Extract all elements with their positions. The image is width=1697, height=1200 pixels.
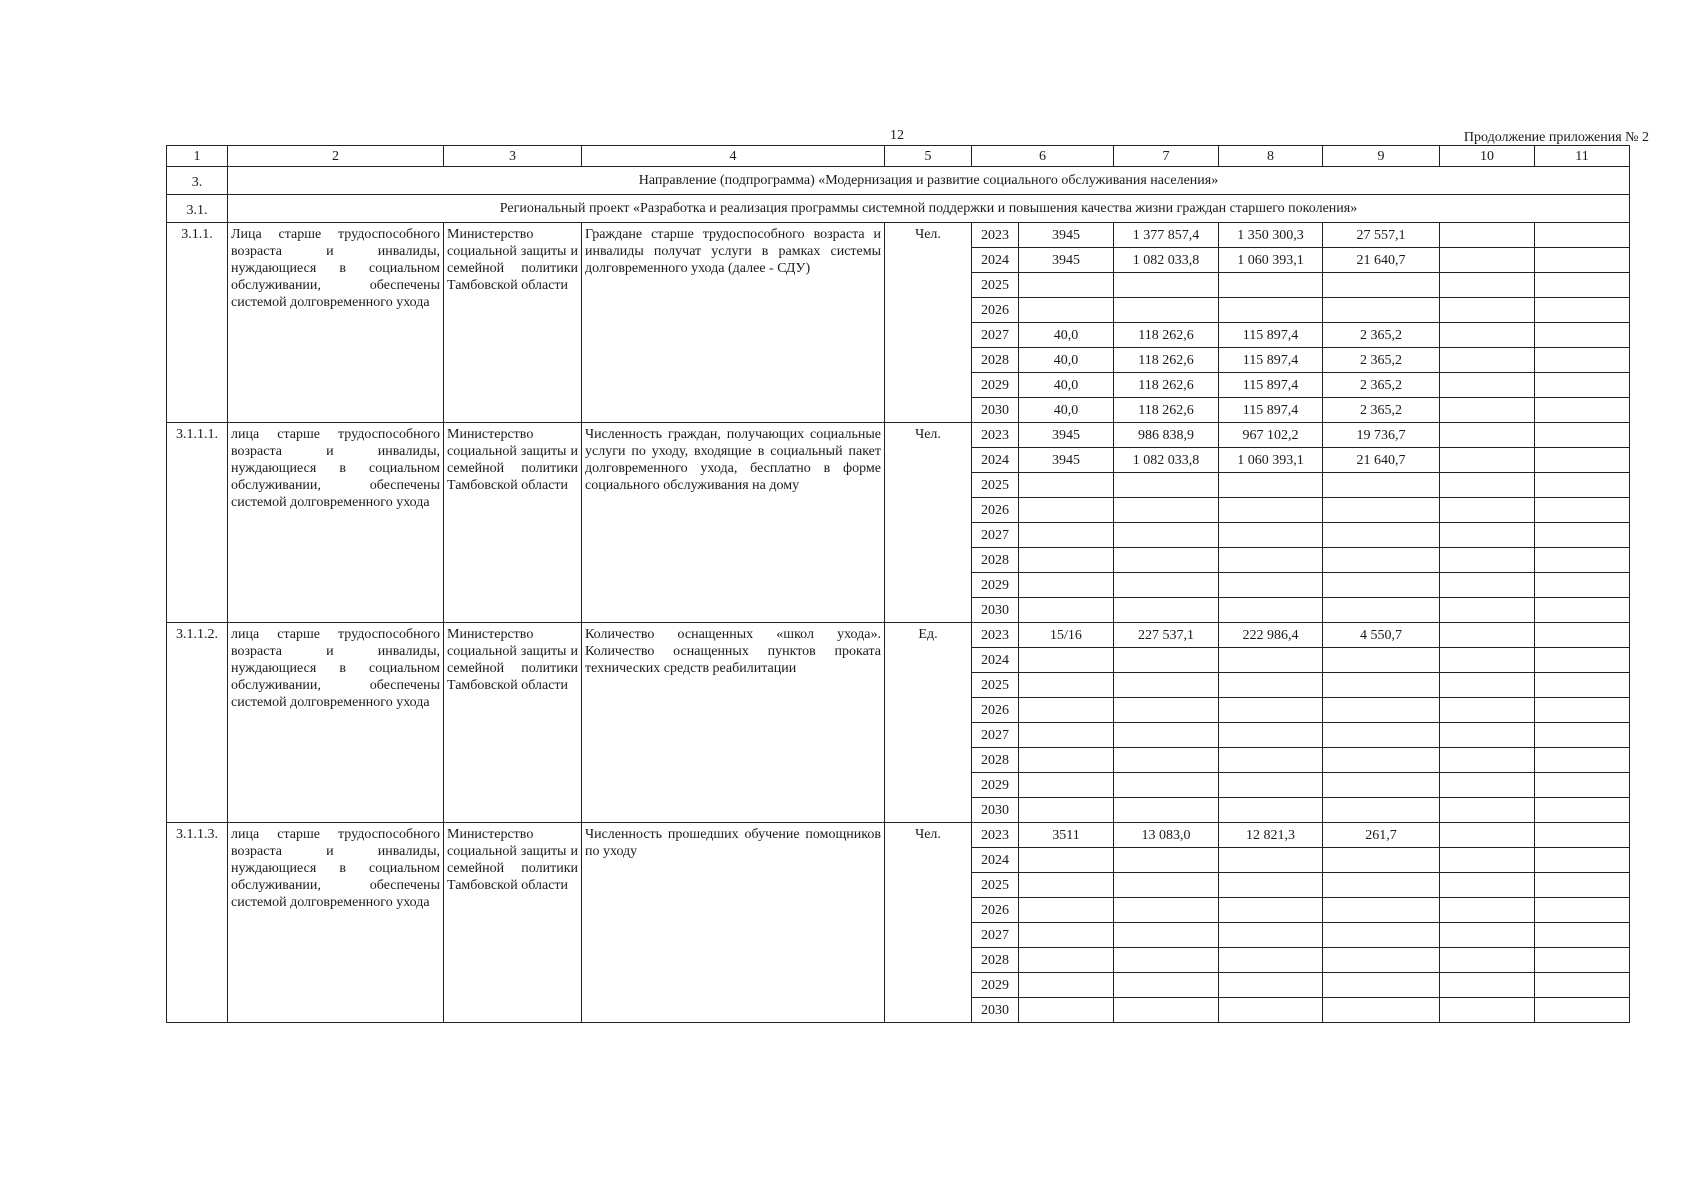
- continuation-note: Продолжение приложения № 2: [1463, 130, 1649, 145]
- value-col-6: [1019, 548, 1114, 573]
- direction-row: [167, 167, 1630, 195]
- value-col-10: [1440, 623, 1535, 648]
- value-col-6: [1019, 998, 1114, 1023]
- value-col-6: 3511: [1019, 823, 1114, 848]
- direction-number: 3.: [167, 167, 228, 195]
- unit-of-measure: Чел.: [885, 423, 972, 623]
- value-col-6: [1019, 273, 1114, 298]
- value-col-10: [1440, 748, 1535, 773]
- value-col-10: [1440, 273, 1535, 298]
- value-col-8: [1219, 673, 1323, 698]
- value-col-8: [1219, 498, 1323, 523]
- value-col-10: [1440, 423, 1535, 448]
- year-cell: 2023: [972, 423, 1019, 448]
- col-num-1: 1: [167, 146, 228, 167]
- year-cell: 2027: [972, 323, 1019, 348]
- value-col-10: [1440, 248, 1535, 273]
- value-col-10: [1440, 323, 1535, 348]
- value-col-11: [1535, 273, 1630, 298]
- value-col-11: [1535, 623, 1630, 648]
- value-col-7: 227 537,1: [1114, 623, 1219, 648]
- year-cell: 2028: [972, 348, 1019, 373]
- value-col-8: 1 060 393,1: [1219, 448, 1323, 473]
- value-col-9: [1323, 748, 1440, 773]
- value-col-7: [1114, 498, 1219, 523]
- value-col-6: 40,0: [1019, 398, 1114, 423]
- value-col-9: [1323, 798, 1440, 823]
- value-col-11: [1535, 748, 1630, 773]
- value-col-9: [1323, 873, 1440, 898]
- year-cell: 2030: [972, 598, 1019, 623]
- value-col-7: 1 377 857,4: [1114, 223, 1219, 248]
- year-cell: 2026: [972, 898, 1019, 923]
- value-col-10: [1440, 473, 1535, 498]
- value-col-6: [1019, 523, 1114, 548]
- value-col-10: [1440, 223, 1535, 248]
- year-cell: 2023: [972, 223, 1019, 248]
- value-col-7: [1114, 673, 1219, 698]
- value-col-6: 3945: [1019, 423, 1114, 448]
- unit-of-measure: Ед.: [885, 623, 972, 823]
- value-col-8: 115 897,4: [1219, 348, 1323, 373]
- value-col-8: 222 986,4: [1219, 623, 1323, 648]
- value-col-9: 2 365,2: [1323, 348, 1440, 373]
- value-col-9: 4 550,7: [1323, 623, 1440, 648]
- value-col-11: [1535, 898, 1630, 923]
- value-col-7: [1114, 298, 1219, 323]
- value-col-11: [1535, 523, 1630, 548]
- value-col-11: [1535, 448, 1630, 473]
- year-cell: 2023: [972, 823, 1019, 848]
- value-col-7: [1114, 748, 1219, 773]
- value-col-6: [1019, 473, 1114, 498]
- value-col-7: [1114, 848, 1219, 873]
- value-col-6: [1019, 598, 1114, 623]
- value-col-11: [1535, 773, 1630, 798]
- value-col-9: 2 365,2: [1323, 398, 1440, 423]
- value-col-9: [1323, 673, 1440, 698]
- value-col-7: 118 262,6: [1114, 373, 1219, 398]
- indicator-text: Численность граждан, получающих социальные услуги по уходу, входящие в социальный пакет долговременного ухода, бесплатно в форме социального обслуживания на дому: [582, 423, 885, 623]
- value-col-9: 21 640,7: [1323, 448, 1440, 473]
- value-col-6: [1019, 848, 1114, 873]
- value-col-11: [1535, 398, 1630, 423]
- value-col-9: [1323, 473, 1440, 498]
- target-group-text: лица старше трудоспособного возраста и инвалиды, нуждающиеся в социальном обслуживании, обеспечены системой долговременного ухода: [228, 623, 444, 823]
- value-col-7: [1114, 923, 1219, 948]
- value-col-6: [1019, 748, 1114, 773]
- value-col-7: 118 262,6: [1114, 323, 1219, 348]
- value-col-8: [1219, 698, 1323, 723]
- value-col-9: [1323, 773, 1440, 798]
- year-cell: 2024: [972, 848, 1019, 873]
- column-number-row: [167, 146, 1630, 167]
- value-col-8: [1219, 573, 1323, 598]
- value-col-8: [1219, 748, 1323, 773]
- value-col-6: [1019, 798, 1114, 823]
- value-col-9: [1323, 898, 1440, 923]
- value-col-11: [1535, 298, 1630, 323]
- item-number: 3.1.1.2.: [167, 623, 228, 823]
- value-col-10: [1440, 648, 1535, 673]
- year-cell: 2025: [972, 673, 1019, 698]
- value-col-10: [1440, 973, 1535, 998]
- program-table: [166, 145, 1630, 1023]
- value-col-9: [1323, 648, 1440, 673]
- year-cell: 2029: [972, 373, 1019, 398]
- value-col-8: 115 897,4: [1219, 373, 1323, 398]
- value-col-11: [1535, 348, 1630, 373]
- value-col-9: 2 365,2: [1323, 323, 1440, 348]
- value-col-11: [1535, 848, 1630, 873]
- indicator-text: Граждане старше трудоспособного возраста и инвалиды получат услуги в рамках системы долговременного ухода (далее - СДУ): [582, 223, 885, 423]
- value-col-8: 115 897,4: [1219, 398, 1323, 423]
- item-number: 3.1.1.3.: [167, 823, 228, 1023]
- value-col-7: [1114, 998, 1219, 1023]
- value-col-6: [1019, 648, 1114, 673]
- value-col-6: 40,0: [1019, 373, 1114, 398]
- project-row: [167, 195, 1630, 223]
- project-title: Региональный проект «Разработка и реализация программы системной поддержки и повышения качества жизни граждан старшего поколения»: [228, 195, 1630, 223]
- value-col-7: 118 262,6: [1114, 348, 1219, 373]
- year-cell: 2025: [972, 473, 1019, 498]
- value-col-6: [1019, 298, 1114, 323]
- value-col-10: [1440, 698, 1535, 723]
- value-col-9: [1323, 298, 1440, 323]
- value-col-6: [1019, 723, 1114, 748]
- year-cell: 2030: [972, 398, 1019, 423]
- col-num-8: 8: [1219, 146, 1323, 167]
- value-col-7: [1114, 698, 1219, 723]
- year-cell: 2028: [972, 748, 1019, 773]
- value-col-9: 27 557,1: [1323, 223, 1440, 248]
- value-col-6: [1019, 948, 1114, 973]
- target-group-text: лица старше трудоспособного возраста и инвалиды, нуждающиеся в социальном обслуживании, обеспечены системой долговременного ухода: [228, 823, 444, 1023]
- value-col-6: [1019, 698, 1114, 723]
- value-col-8: [1219, 723, 1323, 748]
- value-col-10: [1440, 598, 1535, 623]
- year-cell: 2027: [972, 923, 1019, 948]
- page-number: 12: [890, 128, 904, 143]
- value-col-9: [1323, 548, 1440, 573]
- value-col-9: 21 640,7: [1323, 248, 1440, 273]
- responsible-executor: Министерство социальной защиты и семейной политики Тамбовской области: [444, 623, 582, 823]
- responsible-executor: Министерство социальной защиты и семейной политики Тамбовской области: [444, 423, 582, 623]
- target-group-text: лица старше трудоспособного возраста и инвалиды, нуждающиеся в социальном обслуживании, обеспечены системой долговременного ухода: [228, 423, 444, 623]
- value-col-9: [1323, 598, 1440, 623]
- year-cell: 2024: [972, 448, 1019, 473]
- value-col-7: [1114, 773, 1219, 798]
- value-col-6: 3945: [1019, 223, 1114, 248]
- value-col-6: [1019, 873, 1114, 898]
- value-col-7: 986 838,9: [1114, 423, 1219, 448]
- value-col-8: [1219, 648, 1323, 673]
- year-cell: 2028: [972, 548, 1019, 573]
- year-cell: 2026: [972, 298, 1019, 323]
- value-col-9: [1323, 998, 1440, 1023]
- value-col-11: [1535, 323, 1630, 348]
- value-col-8: [1219, 773, 1323, 798]
- value-col-8: 12 821,3: [1219, 823, 1323, 848]
- value-col-7: 13 083,0: [1114, 823, 1219, 848]
- value-col-9: [1323, 498, 1440, 523]
- value-col-6: 15/16: [1019, 623, 1114, 648]
- col-num-5: 5: [885, 146, 972, 167]
- value-col-10: [1440, 873, 1535, 898]
- value-col-10: [1440, 298, 1535, 323]
- value-col-10: [1440, 773, 1535, 798]
- value-col-8: [1219, 923, 1323, 948]
- value-col-11: [1535, 373, 1630, 398]
- value-col-7: 118 262,6: [1114, 398, 1219, 423]
- year-cell: 2029: [972, 573, 1019, 598]
- year-cell: 2026: [972, 698, 1019, 723]
- value-col-7: [1114, 898, 1219, 923]
- value-col-6: [1019, 898, 1114, 923]
- value-col-11: [1535, 873, 1630, 898]
- col-num-11: 11: [1535, 146, 1630, 167]
- value-col-9: [1323, 723, 1440, 748]
- value-col-10: [1440, 823, 1535, 848]
- year-cell: 2030: [972, 798, 1019, 823]
- project-number: 3.1.: [167, 195, 228, 223]
- year-cell: 2029: [972, 773, 1019, 798]
- value-col-8: [1219, 973, 1323, 998]
- value-col-7: [1114, 723, 1219, 748]
- value-col-10: [1440, 898, 1535, 923]
- value-col-9: [1323, 573, 1440, 598]
- col-num-9: 9: [1323, 146, 1440, 167]
- table-row: [167, 423, 1630, 448]
- year-cell: 2029: [972, 973, 1019, 998]
- value-col-6: 40,0: [1019, 323, 1114, 348]
- value-col-7: 1 082 033,8: [1114, 248, 1219, 273]
- year-cell: 2030: [972, 998, 1019, 1023]
- value-col-7: [1114, 973, 1219, 998]
- value-col-8: 115 897,4: [1219, 323, 1323, 348]
- value-col-10: [1440, 923, 1535, 948]
- col-num-10: 10: [1440, 146, 1535, 167]
- value-col-6: [1019, 773, 1114, 798]
- col-num-3: 3: [444, 146, 582, 167]
- value-col-7: [1114, 598, 1219, 623]
- value-col-11: [1535, 648, 1630, 673]
- value-col-8: [1219, 598, 1323, 623]
- table-row: [167, 223, 1630, 248]
- table-row: [167, 823, 1630, 848]
- value-col-11: [1535, 723, 1630, 748]
- year-cell: 2027: [972, 523, 1019, 548]
- value-col-6: 40,0: [1019, 348, 1114, 373]
- value-col-7: [1114, 648, 1219, 673]
- value-col-11: [1535, 473, 1630, 498]
- value-col-8: [1219, 798, 1323, 823]
- value-col-7: [1114, 798, 1219, 823]
- year-cell: 2028: [972, 948, 1019, 973]
- value-col-7: [1114, 523, 1219, 548]
- year-cell: 2027: [972, 723, 1019, 748]
- value-col-11: [1535, 223, 1630, 248]
- value-col-8: [1219, 548, 1323, 573]
- value-col-10: [1440, 373, 1535, 398]
- value-col-7: [1114, 273, 1219, 298]
- value-col-8: 967 102,2: [1219, 423, 1323, 448]
- value-col-11: [1535, 798, 1630, 823]
- value-col-11: [1535, 423, 1630, 448]
- value-col-9: [1323, 848, 1440, 873]
- value-col-6: [1019, 923, 1114, 948]
- value-col-9: 19 736,7: [1323, 423, 1440, 448]
- indicator-text: Численность прошедших обучение помощников по уходу: [582, 823, 885, 1023]
- value-col-11: [1535, 998, 1630, 1023]
- value-col-10: [1440, 673, 1535, 698]
- value-col-10: [1440, 723, 1535, 748]
- table-row: [167, 623, 1630, 648]
- value-col-10: [1440, 798, 1535, 823]
- value-col-8: [1219, 473, 1323, 498]
- value-col-9: 2 365,2: [1323, 373, 1440, 398]
- value-col-8: [1219, 848, 1323, 873]
- value-col-11: [1535, 498, 1630, 523]
- col-num-6: 6: [972, 146, 1114, 167]
- value-col-9: [1323, 973, 1440, 998]
- value-col-8: [1219, 273, 1323, 298]
- value-col-9: [1323, 948, 1440, 973]
- value-col-11: [1535, 923, 1630, 948]
- year-cell: 2023: [972, 623, 1019, 648]
- value-col-10: [1440, 848, 1535, 873]
- value-col-8: 1 060 393,1: [1219, 248, 1323, 273]
- target-group-text: Лица старше трудоспособного возраста и инвалиды, нуждающиеся в социальном обслуживании, обеспечены системой долговременного ухода: [228, 223, 444, 423]
- value-col-11: [1535, 673, 1630, 698]
- value-col-7: [1114, 473, 1219, 498]
- value-col-8: [1219, 998, 1323, 1023]
- value-col-8: [1219, 898, 1323, 923]
- value-col-7: [1114, 948, 1219, 973]
- value-col-9: [1323, 698, 1440, 723]
- value-col-9: 261,7: [1323, 823, 1440, 848]
- value-col-8: 1 350 300,3: [1219, 223, 1323, 248]
- year-cell: 2025: [972, 873, 1019, 898]
- value-col-10: [1440, 348, 1535, 373]
- value-col-11: [1535, 573, 1630, 598]
- value-col-6: [1019, 673, 1114, 698]
- value-col-10: [1440, 573, 1535, 598]
- value-col-10: [1440, 498, 1535, 523]
- value-col-10: [1440, 523, 1535, 548]
- year-cell: 2024: [972, 248, 1019, 273]
- value-col-8: [1219, 873, 1323, 898]
- col-num-2: 2: [228, 146, 444, 167]
- value-col-9: [1323, 273, 1440, 298]
- responsible-executor: Министерство социальной защиты и семейной политики Тамбовской области: [444, 823, 582, 1023]
- value-col-10: [1440, 948, 1535, 973]
- value-col-11: [1535, 248, 1630, 273]
- value-col-10: [1440, 448, 1535, 473]
- value-col-7: [1114, 548, 1219, 573]
- direction-title: Направление (подпрограмма) «Модернизация и развитие социального обслуживания населения»: [228, 167, 1630, 195]
- value-col-10: [1440, 548, 1535, 573]
- col-num-4: 4: [582, 146, 885, 167]
- col-num-7: 7: [1114, 146, 1219, 167]
- value-col-11: [1535, 698, 1630, 723]
- value-col-9: [1323, 523, 1440, 548]
- value-col-6: [1019, 573, 1114, 598]
- unit-of-measure: Чел.: [885, 223, 972, 423]
- item-number: 3.1.1.: [167, 223, 228, 423]
- value-col-6: [1019, 973, 1114, 998]
- year-cell: 2026: [972, 498, 1019, 523]
- value-col-6: 3945: [1019, 248, 1114, 273]
- value-col-7: [1114, 573, 1219, 598]
- value-col-8: [1219, 298, 1323, 323]
- year-cell: 2024: [972, 648, 1019, 673]
- value-col-10: [1440, 398, 1535, 423]
- value-col-7: 1 082 033,8: [1114, 448, 1219, 473]
- value-col-11: [1535, 973, 1630, 998]
- responsible-executor: Министерство социальной защиты и семейной политики Тамбовской области: [444, 223, 582, 423]
- value-col-9: [1323, 923, 1440, 948]
- value-col-11: [1535, 598, 1630, 623]
- value-col-8: [1219, 948, 1323, 973]
- indicator-text: Количество оснащенных «школ ухода». Количество оснащенных пунктов проката технических средств реабилитации: [582, 623, 885, 823]
- value-col-11: [1535, 948, 1630, 973]
- year-cell: 2025: [972, 273, 1019, 298]
- value-col-10: [1440, 998, 1535, 1023]
- item-number: 3.1.1.1.: [167, 423, 228, 623]
- value-col-11: [1535, 823, 1630, 848]
- unit-of-measure: Чел.: [885, 823, 972, 1023]
- value-col-11: [1535, 548, 1630, 573]
- value-col-7: [1114, 873, 1219, 898]
- value-col-6: [1019, 498, 1114, 523]
- value-col-6: 3945: [1019, 448, 1114, 473]
- value-col-8: [1219, 523, 1323, 548]
